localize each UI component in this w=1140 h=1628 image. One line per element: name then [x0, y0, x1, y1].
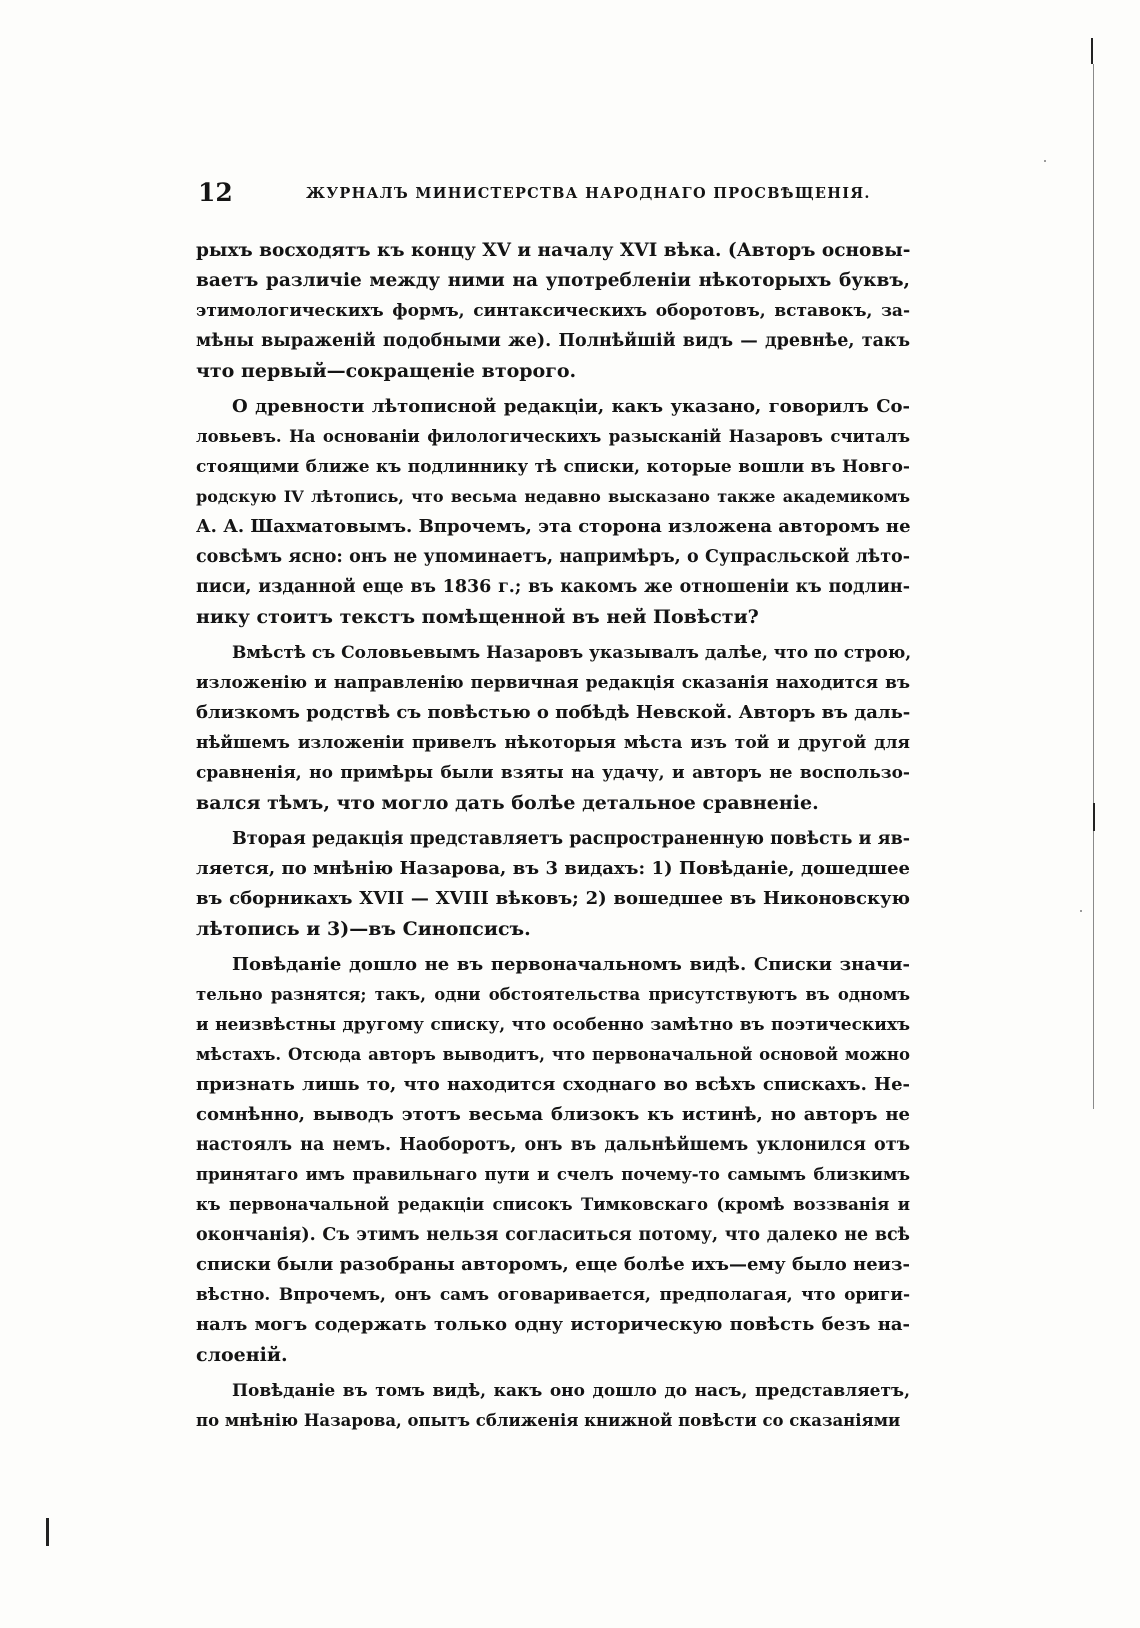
- text-line: сомнѣнно, выводъ этотъ весьма близокъ къ истинѣ, но авторъ не: [196, 1104, 910, 1125]
- text-line: сравненія, но примѣры были взяты на удачу, и авторъ не воспользо-: [196, 763, 910, 783]
- text-line: окончанія). Съ этимъ нельзя согласиться потому, что далеко не всѣ: [196, 1225, 910, 1245]
- text-line: признать лишь то, что находится сходнаго во всѣхъ спискахъ. Не-: [196, 1074, 910, 1095]
- text-line: Вторая редакція представляетъ распространенную повѣсть и яв-: [232, 829, 910, 849]
- text-line: ловьевъ. На основаніи филологическихъ разысканій Назаровъ считалъ: [196, 427, 910, 446]
- scan-edge-mark: [46, 1518, 49, 1546]
- text-line: въ сборникахъ XVII — XVIII вѣковъ; 2) вошедшее въ Никоновскую: [196, 888, 910, 909]
- text-line: что первый—сокращеніе второго.: [196, 360, 577, 382]
- text-line: совсѣмъ ясно: онъ не упоминаетъ, напримѣръ, о Супрасльской лѣто-: [196, 547, 910, 567]
- text-line: лѣтопись и 3)—въ Синопсисъ.: [196, 918, 531, 940]
- text-line: вался тѣмъ, что могло дать болѣе детальное сравненіе.: [196, 792, 819, 814]
- paragraph: [196, 824, 910, 944]
- text-line: Повѣданіе дошло не въ первоначальномъ видѣ. Списки значи-: [232, 954, 910, 975]
- text-line: вѣстно. Впрочемъ, онъ самъ оговаривается, предполагая, что ориги-: [196, 1285, 910, 1305]
- text-line: принятаго имъ правильнаго пути и счелъ почему-то самымъ близкимъ: [196, 1165, 910, 1184]
- text-line: Повѣданіе въ томъ видѣ, какъ оно дошло до насъ, представляетъ,: [232, 1381, 910, 1401]
- text-line: изложенію и направленію первичная редакція сказанія находится въ: [196, 673, 910, 693]
- text-line: близкомъ родствѣ съ повѣстью о побѣдѣ Невской. Авторъ въ даль-: [196, 702, 911, 723]
- text-line: О древности лѣтописной редакціи, какъ указано, говорилъ Со-: [232, 396, 910, 417]
- scan-edge-mark: [1091, 38, 1093, 64]
- paragraph: [196, 236, 910, 386]
- running-title: ЖУРНАЛЪ МИНИСТЕРСТВА НАРОДНАГО ПРОСВѢЩЕНІЯ.: [306, 185, 871, 202]
- text-line: по мнѣнію Назарова, опытъ сближенія книжной повѣсти со сказаніями: [196, 1411, 901, 1430]
- text-line: настоялъ на немъ. Наоборотъ, онъ въ дальнѣйшемъ уклонился отъ: [196, 1135, 910, 1155]
- text-line: стоящими ближе къ подлиннику тѣ списки, которые вошли въ Новго-: [196, 457, 910, 477]
- paragraph: [196, 950, 910, 1370]
- page-header: [198, 178, 910, 214]
- scan-edge-mark: [1093, 803, 1095, 831]
- text-line: мѣстахъ. Отсюда авторъ выводитъ, что первоначальной основой можно: [196, 1045, 910, 1064]
- scan-speck: [1044, 160, 1046, 162]
- text-line: нѣйшемъ изложеніи привелъ нѣкоторыя мѣста изъ той и другой для: [196, 733, 910, 753]
- text-line: родскую IV лѣтопись, что весьма недавно высказано также академикомъ: [196, 487, 910, 506]
- text-line: мѣны выраженій подобными же). Полнѣйшій видъ — древнѣе, такъ: [196, 331, 910, 351]
- text-line: слоеній.: [196, 1344, 288, 1366]
- text-line: списки были разобраны авторомъ, еще болѣе ихъ—ему было неиз-: [196, 1254, 910, 1275]
- body-text: [196, 236, 910, 1442]
- text-line: нику стоитъ текстъ помѣщенной въ ней Повѣсти?: [196, 606, 759, 628]
- text-line: рыхъ восходятъ къ концу XV и началу XVI вѣка. (Авторъ основы-: [196, 240, 911, 261]
- text-line: ляется, по мнѣнію Назарова, въ 3 видахъ: 1) Повѣданіе, дошедшее: [196, 858, 910, 879]
- text-line: писи, изданной еще въ 1836 г.; въ какомъ же отношеніи къ подлин-: [196, 577, 910, 597]
- text-line: этимологическихъ формъ, синтаксическихъ оборотовъ, вставокъ, за-: [196, 301, 910, 321]
- page-number: 12: [198, 178, 233, 207]
- text-line: и неизвѣстны другому списку, что особенно замѣтно въ поэтическихъ: [196, 1015, 910, 1035]
- paragraph: [196, 638, 910, 818]
- scan-edge-line: [1093, 64, 1094, 1109]
- text-line: ваетъ различіе между ними на употребленіи нѣкоторыхъ буквъ,: [196, 270, 910, 291]
- scan-speck: [1080, 910, 1082, 912]
- paragraph: [196, 1376, 910, 1436]
- text-line: А. А. Шахматовымъ. Впрочемъ, эта сторона изложена авторомъ не: [196, 516, 911, 537]
- paragraph: [196, 392, 910, 632]
- text-line: налъ могъ содержать только одну историческую повѣсть безъ на-: [196, 1314, 910, 1335]
- text-line: тельно разнятся; такъ, одни обстоятельства присутствуютъ въ одномъ: [196, 985, 910, 1004]
- text-line: къ первоначальной редакціи списокъ Тимковскаго (кромѣ воззванія и: [196, 1195, 910, 1214]
- text-line: Вмѣстѣ съ Соловьевымъ Назаровъ указывалъ далѣе, что по строю,: [232, 643, 912, 663]
